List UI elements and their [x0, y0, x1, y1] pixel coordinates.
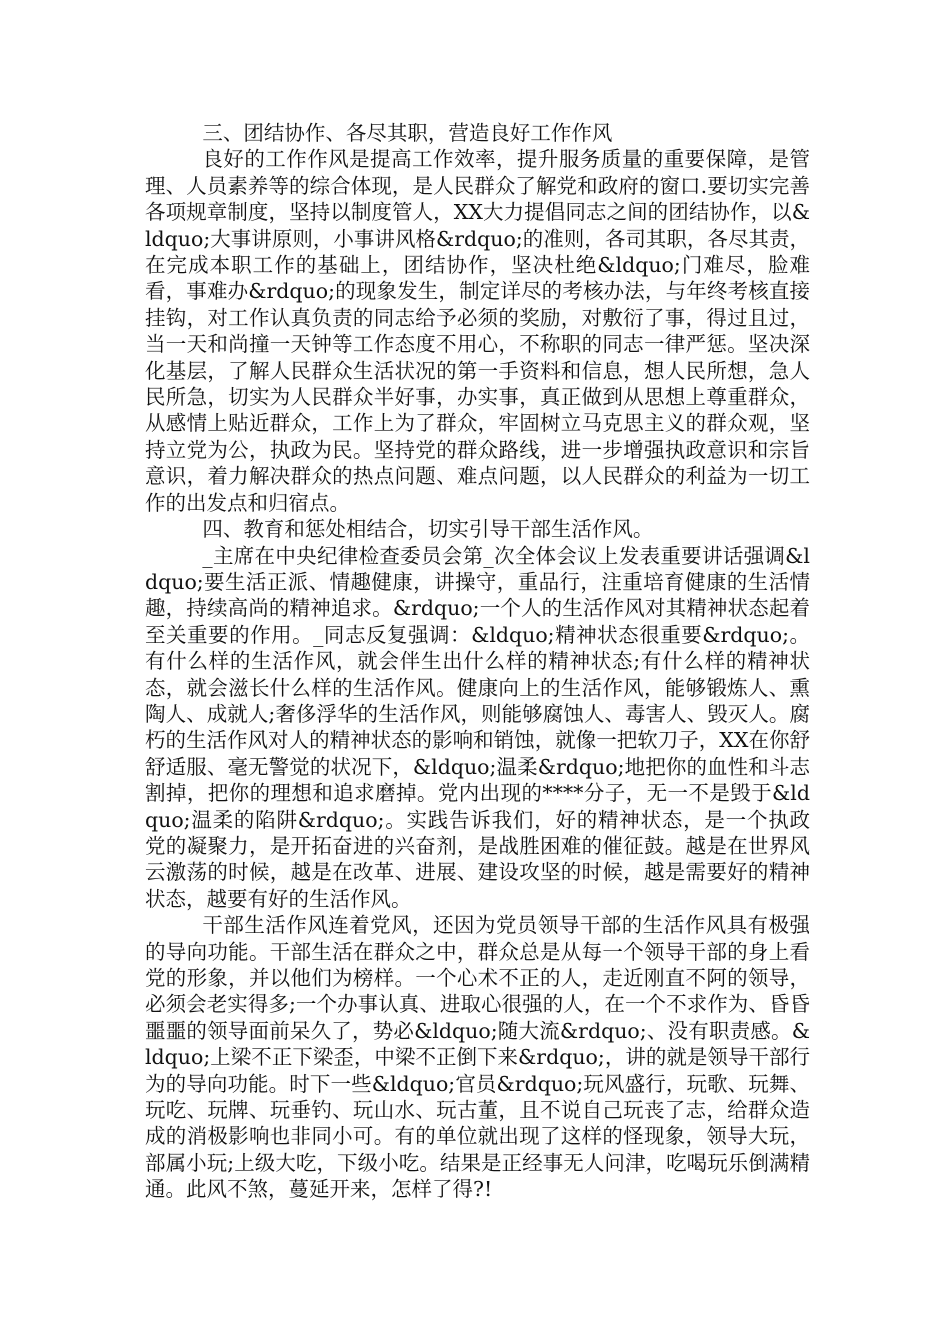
paragraph: 良好的工作作风是提高工作效率，提升服务质量的重要保障，是管理、人员素养等的综合体现，是人民群众了解党和政府的窗口.要切实完善各项规章制度，坚持以制度管人，XX大力提倡同志之间的团结协作，以&ldquo;大事讲原则，小事讲风格&rdquo;的准则，各司其职，各尽其责，在完成本职工作的基础上，团结协作，坚决杜绝&ldquo;门难尽，脸难看，事难办&rdquo;的现象发生，制定详尽的考核办法，与年终考核直接挂钩，对工作认真负责的同志给予必须的奖励，对敷衍了事，得过且过，当一天和尚撞一天钟等工作态度不用心，不称职的同志一律严惩。坚决深化基层，了解人民群众生活状况的第一手资料和信息，想人民所想，急人民所急，切实为人民群众半好事，办实事，真正做到从思想上尊重群众，从感情上贴近群众，工作上为了群众，牢固树立马克思主义的群众观，坚持立党为公，执政为民。坚持党的群众路线，进一步增强执政意识和宗旨意识，着力解决群众的热点问题、难点问题，以人民群众的利益为一切工作的出发点和归宿点。	[145, 147, 810, 515]
paragraph: _主席在中央纪律检查委员会第_次全体会议上发表重要讲话强调&ldquo;要生活正派、情趣健康，讲操守，重品行，注重培育健康的生活情趣，持续高尚的精神追求。&rdquo;一个人的生活作风对其精神状态起着至关重要的作用。_同志反复强调：&ldquo;精神状态很重要&rdquo;。有什么样的生活作风，就会伴生出什么样的精神状态;有什么样的精神状态，就会滋长什么样的生活作风。健康向上的生活作风，能够锻炼人、熏陶人、成就人;奢侈浮华的生活作风，则能够腐蚀人、毒害人、毁灭人。腐朽的生活作风对人的精神状态的影响和销蚀，就像一把软刀子，XX在你舒舒适服、毫无警觉的状况下，&ldquo;温柔&rdquo;地把你的血性和斗志割掉，把你的理想和追求磨掉。党内出现的****分子，无一不是毁于&ldquo;温柔的陷阱&rdquo;。实践告诉我们，好的精神状态，是一个执政党的凝聚力，是开拓奋进的兴奋剂，是战胜困难的催征鼓。越是在世界风云激荡的时候，越是在改革、进展、建设攻坚的时候，越是需要好的精神状态，越要有好的生活作风。	[145, 543, 810, 911]
paragraph: 干部生活作风连着党风，还因为党员领导干部的生活作风具有极强的导向功能。干部生活在群众之中，群众总是从每一个领导干部的身上看党的形象，并以他们为榜样。一个心术不正的人，走近刚直不阿的领导，必须会老实得多;一个办事认真、进取心很强的人，在一个不求作为、昏昏噩噩的领导面前呆久了，势必&ldquo;随大流&rdquo;、没有职责感。&ldquo;上梁不正下梁歪，中梁不正倒下来&rdquo;，讲的就是领导干部行为的导向功能。时下一些&ldquo;官员&rdquo;玩风盛行，玩歌、玩舞、玩吃、玩牌、玩垂钓、玩山水、玩古董，且不说自己玩丧了志，给群众造成的消极影响也非同小可。有的单位就出现了这样的怪现象，领导大玩，部属小玩;上级大吃，下级小吃。结果是正经事无人问津，吃喝玩乐倒满精通。此风不煞，蔓延开来，怎样了得?!	[145, 913, 810, 1202]
section-heading: 三、团结协作、各尽其职，营造良好工作作风	[202, 121, 613, 145]
document-body	[145, 120, 810, 1203]
section-heading: 四、教育和惩处相结合，切实引导干部生活作风。	[202, 517, 654, 542]
